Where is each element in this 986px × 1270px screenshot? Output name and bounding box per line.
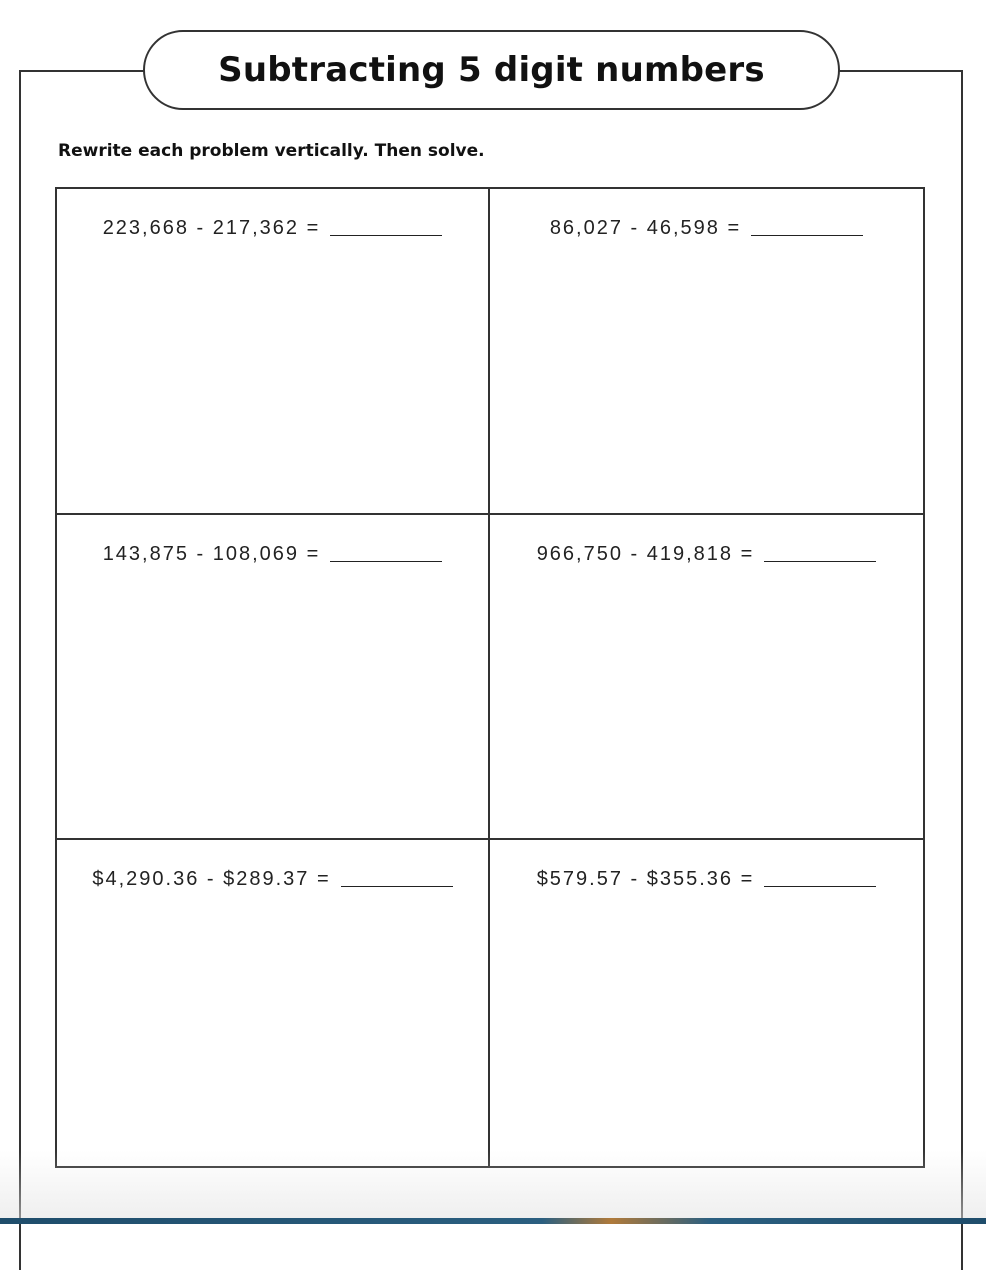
bottom-banner-strip	[0, 1218, 986, 1224]
problem-6	[490, 868, 923, 891]
answer-blank[interactable]	[330, 235, 442, 236]
problem-4	[490, 543, 923, 566]
answer-blank[interactable]	[330, 561, 442, 562]
problem-2	[490, 217, 923, 240]
answer-blank[interactable]	[764, 886, 876, 887]
problem-expression: 143,875 - 108,069 =	[102, 542, 321, 565]
problem-expression: $579.57 - $355.36 =	[536, 868, 755, 891]
answer-blank[interactable]	[341, 886, 453, 887]
worksheet-title: Subtracting 5 digit numbers	[218, 50, 765, 90]
problem-expression: $4,290.36 - $289.37 =	[92, 868, 331, 891]
problem-expression: 966,750 - 419,818 =	[536, 542, 755, 565]
problem-3	[57, 543, 488, 566]
problem-cell-4[interactable]	[490, 515, 923, 841]
problem-cell-5[interactable]	[57, 840, 490, 1166]
problem-cell-3[interactable]	[57, 515, 490, 841]
problem-cell-6[interactable]	[490, 840, 923, 1166]
answer-blank[interactable]	[764, 561, 876, 562]
problem-expression: 86,027 - 46,598 =	[549, 217, 742, 239]
problem-5	[57, 868, 488, 891]
instructions: Rewrite each problem vertically. Then solve.	[58, 141, 485, 161]
problem-expression: 223,668 - 217,362 =	[102, 217, 321, 239]
title-banner	[143, 30, 840, 110]
problem-cell-1[interactable]	[57, 189, 490, 515]
problem-1	[57, 217, 488, 240]
problem-grid	[55, 187, 925, 1168]
problem-cell-2[interactable]	[490, 189, 923, 515]
answer-blank[interactable]	[751, 235, 863, 236]
